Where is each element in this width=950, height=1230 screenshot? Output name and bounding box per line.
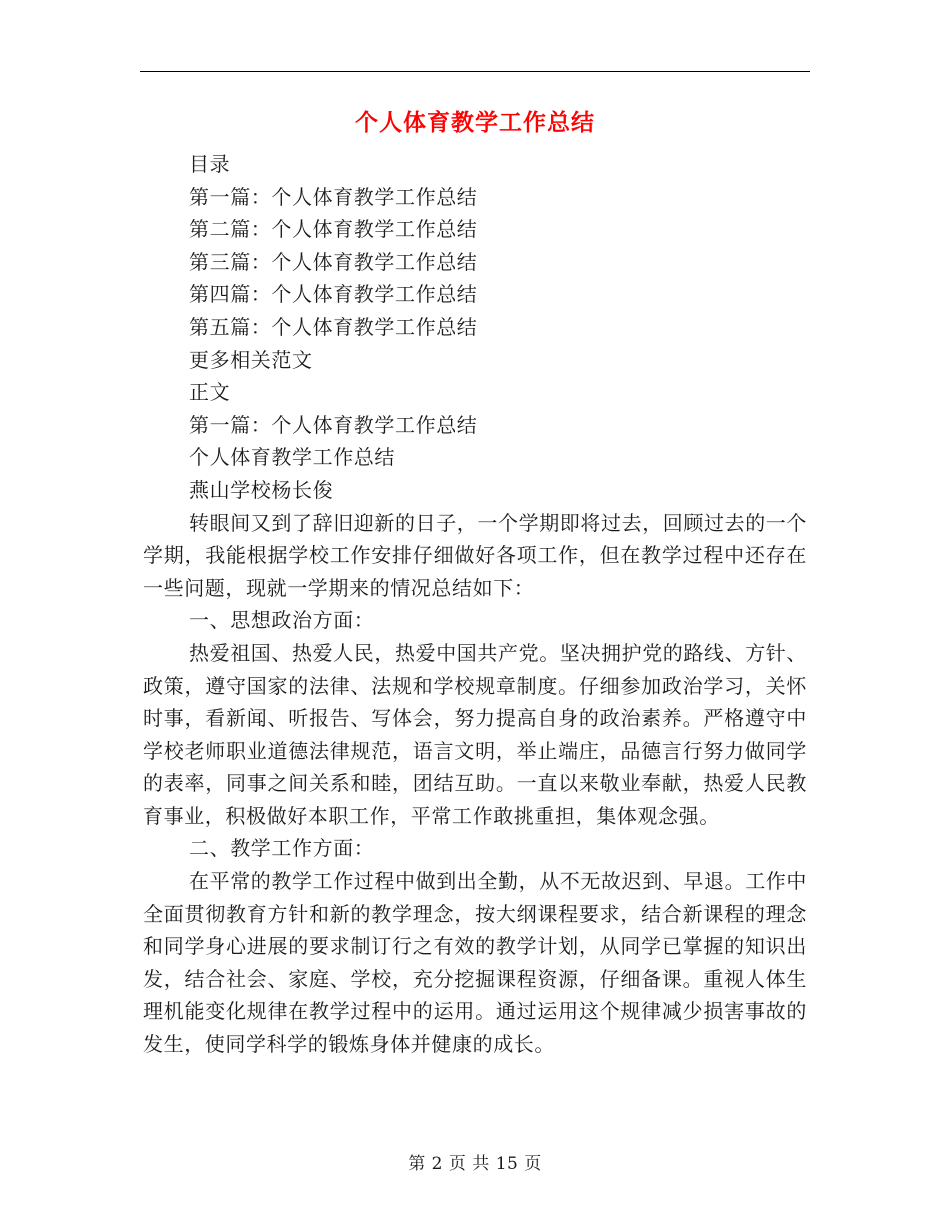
author-line: 燕山学校杨长俊 (189, 477, 334, 502)
intro-paragraph: 转眼间又到了辞旧迎新的日子，一个学期即将过去，回顾过去的一个学期，我能根据学校工作安排仔细做好各项工作，但在教学过程中还存在一些问题，现就一学期来的情况总结如下： (143, 510, 807, 600)
toc-item-1[interactable]: 第一篇：个人体育教学工作总结 (189, 184, 478, 209)
section-2-heading: 二、教学工作方面： (189, 836, 375, 861)
toc-item-more[interactable]: 更多相关范文 (189, 347, 313, 372)
chapter-heading: 第一篇：个人体育教学工作总结 (189, 412, 478, 437)
section-1-paragraph: 热爱祖国、热爱人民，热爱中国共产党。坚决拥护党的路线、方针、政策，遵守国家的法律、法规和学校规章制度。仔细参加政治学习，关怀时事，看新闻、听报告、写体会，努力提高自身的政治素养。严格遵守中学校老师职业道德法律规范，语言文明，举止端庄，品德言行努力做同学的表率，同事之间关系和睦，团结互助。一直以来敬业奉献，热爱人民教育事业，积极做好本职工作，平常工作敢挑重担，集体观念强。 (143, 640, 807, 828)
toc-item-4[interactable]: 第四篇：个人体育教学工作总结 (189, 282, 478, 307)
section-2-paragraph: 在平常的教学工作过程中做到出全勤，从不无故迟到、早退。工作中全面贯彻教育方针和新的教学理念，按大纲课程要求，结合新课程的理念和同学身心进展的要求制订行之有效的教学计划，从同学已掌握的知识出发，结合社会、家庭、学校，充分挖掘课程资源，仔细备课。重视人体生理机能变化规律在教学过程中的运用。通过运用这个规律减少损害事故的发生，使同学科学的锻炼身体并健康的成长。 (143, 869, 807, 1057)
toc-item-2[interactable]: 第二篇：个人体育教学工作总结 (189, 217, 478, 242)
document-title: 个人体育教学工作总结 (355, 109, 595, 136)
article-title: 个人体育教学工作总结 (189, 445, 395, 470)
body-heading: 正文 (189, 380, 231, 405)
document-body (143, 148, 807, 1061)
page-number: 第 2 页 共 15 页 (408, 1154, 542, 1174)
toc-heading: 目录 (189, 152, 231, 176)
section-1-heading: 一、思想政治方面： (189, 608, 375, 633)
toc-item-3[interactable]: 第三篇：个人体育教学工作总结 (189, 249, 478, 274)
toc-item-5[interactable]: 第五篇：个人体育教学工作总结 (189, 314, 478, 339)
header-rule (140, 71, 810, 72)
